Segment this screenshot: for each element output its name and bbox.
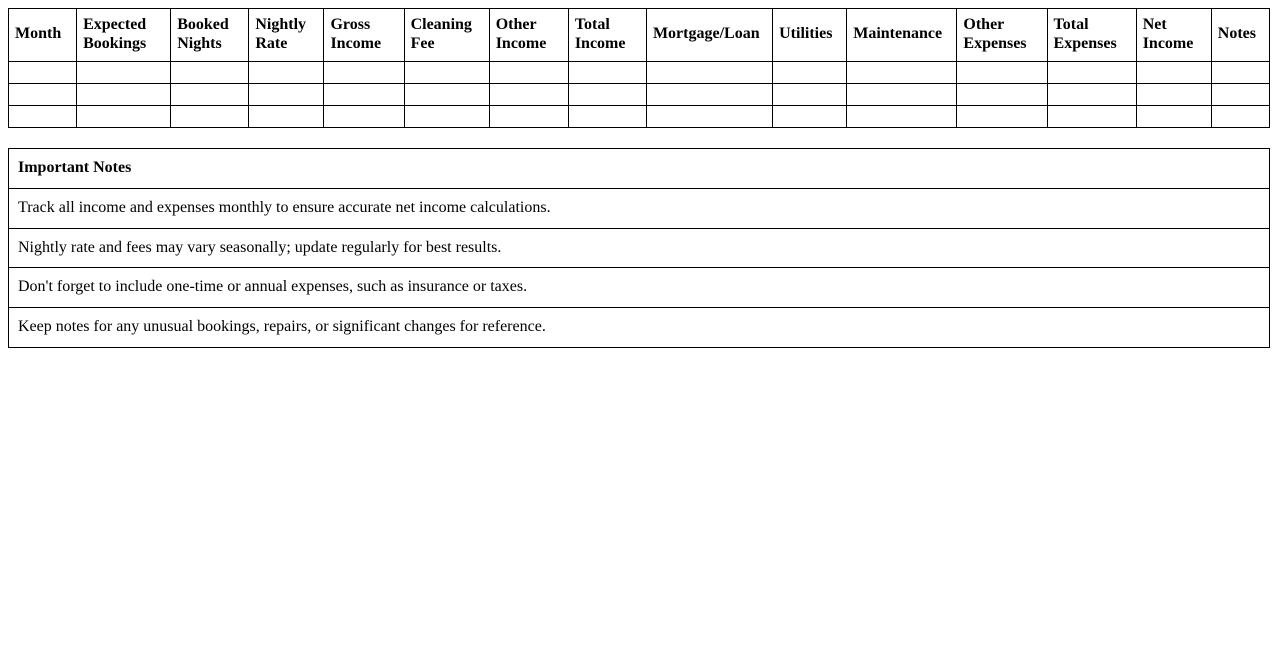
tracker-empty-cell [249, 61, 324, 83]
note-item: Nightly rate and fees may vary seasonally; update regularly for best results. [9, 228, 1270, 268]
column-header-booked-nights: Booked Nights [171, 9, 249, 62]
important-notes-header-row [9, 148, 1270, 188]
column-header-mortgage-loan: Mortgage/Loan [646, 9, 772, 62]
tracker-empty-cell [77, 61, 171, 83]
tracker-empty-cell [171, 105, 249, 127]
tracker-empty-cell [1136, 105, 1211, 127]
tracker-empty-row [9, 61, 1270, 83]
tracker-empty-cell [568, 83, 646, 105]
tracker-empty-cell [773, 105, 847, 127]
tracker-empty-cell [9, 83, 77, 105]
tracker-empty-row [9, 83, 1270, 105]
tracker-empty-cell [9, 61, 77, 83]
tracker-empty-cell [1047, 105, 1136, 127]
column-header-utilities: Utilities [773, 9, 847, 62]
tracker-empty-cell [1136, 61, 1211, 83]
tracker-empty-cell [77, 105, 171, 127]
note-row [9, 268, 1270, 308]
note-row [9, 188, 1270, 228]
income-expense-tracker-table [8, 8, 1270, 128]
tracker-empty-cell [324, 61, 404, 83]
column-header-total-income: Total Income [568, 9, 646, 62]
tracker-empty-cell [957, 105, 1047, 127]
column-header-nightly-rate: Nightly Rate [249, 9, 324, 62]
tracker-empty-cell [773, 61, 847, 83]
column-header-expected-bookings: Expected Bookings [77, 9, 171, 62]
tracker-empty-cell [249, 83, 324, 105]
note-row [9, 228, 1270, 268]
note-row [9, 308, 1270, 348]
tracker-empty-cell [404, 61, 489, 83]
tracker-empty-cell [9, 105, 77, 127]
note-item: Don't forget to include one-time or annual expenses, such as insurance or taxes. [9, 268, 1270, 308]
tracker-empty-cell [404, 105, 489, 127]
tracker-empty-cell [773, 83, 847, 105]
column-header-gross-income: Gross Income [324, 9, 404, 62]
tracker-empty-cell [171, 61, 249, 83]
tracker-empty-cell [1211, 61, 1269, 83]
tracker-empty-cell [847, 61, 957, 83]
column-header-cleaning-fee: Cleaning Fee [404, 9, 489, 62]
tracker-empty-cell [646, 105, 772, 127]
tracker-empty-cell [489, 61, 568, 83]
tracker-empty-cell [324, 83, 404, 105]
tracker-empty-cell [324, 105, 404, 127]
tracker-empty-cell [1211, 83, 1269, 105]
tracker-empty-cell [1047, 83, 1136, 105]
important-notes-table [8, 148, 1270, 348]
tracker-empty-cell [1211, 105, 1269, 127]
note-item: Track all income and expenses monthly to ensure accurate net income calculations. [9, 188, 1270, 228]
column-header-total-expenses: Total Expenses [1047, 9, 1136, 62]
tracker-empty-cell [489, 83, 568, 105]
tracker-empty-cell [646, 83, 772, 105]
column-header-other-expenses: Other Expenses [957, 9, 1047, 62]
tracker-empty-cell [847, 105, 957, 127]
tracker-empty-cell [646, 61, 772, 83]
important-notes-title: Important Notes [9, 148, 1270, 188]
tracker-empty-cell [77, 83, 171, 105]
tracker-empty-cell [568, 105, 646, 127]
tracker-empty-row [9, 105, 1270, 127]
column-header-other-income: Other Income [489, 9, 568, 62]
note-item: Keep notes for any unusual bookings, repairs, or significant changes for reference. [9, 308, 1270, 348]
tracker-empty-cell [404, 83, 489, 105]
tracker-empty-cell [957, 61, 1047, 83]
tracker-empty-cell [847, 83, 957, 105]
tracker-empty-cell [489, 105, 568, 127]
tracker-empty-cell [1136, 83, 1211, 105]
tracker-empty-rows [9, 61, 1270, 127]
tracker-empty-cell [249, 105, 324, 127]
column-header-net-income: Net Income [1136, 9, 1211, 62]
column-header-maintenance: Maintenance [847, 9, 957, 62]
tracker-empty-cell [957, 83, 1047, 105]
tracker-empty-cell [171, 83, 249, 105]
column-header-month: Month [9, 9, 77, 62]
tracker-empty-cell [568, 61, 646, 83]
column-header-notes: Notes [1211, 9, 1269, 62]
tracker-header-row [9, 9, 1270, 62]
tracker-empty-cell [1047, 61, 1136, 83]
